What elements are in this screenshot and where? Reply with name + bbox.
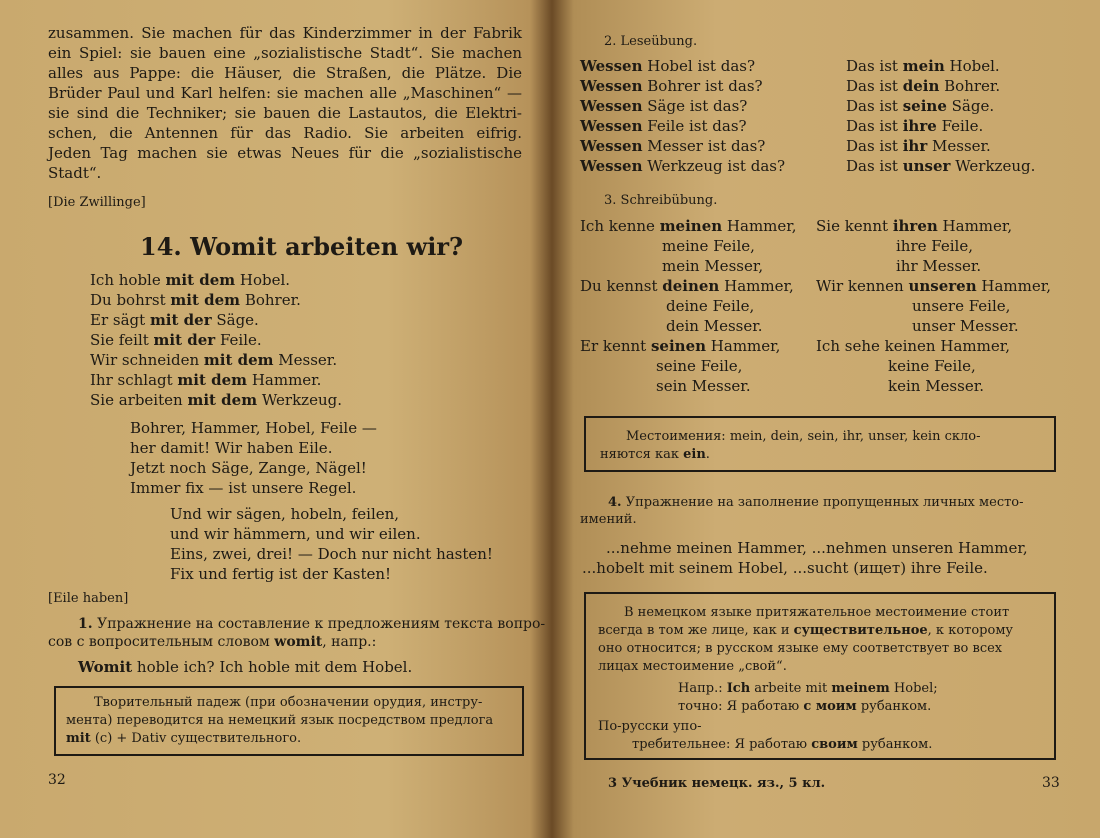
intro-line: ein Spiel: sie bauen eine „sozialistische Stadt“. Sie machen: [48, 44, 522, 62]
sentence: Er sägt mit der Säge.: [90, 311, 259, 329]
source-citation: [Die Zwillinge]: [48, 195, 146, 210]
question: Wessen Bohrer ist das?: [580, 77, 763, 95]
note-line: требительнее: Я работаю своим рубанком.: [632, 737, 933, 752]
intro-line: Brüder Paul und Karl helfen: sie machen alle „Maschinen“ —: [48, 84, 522, 102]
question: Wessen Messer ist das?: [580, 137, 766, 155]
conjugation-line: unsere Feile,: [912, 297, 1011, 315]
example-line: Womit hoble ich? Ich hoble mit dem Hobel.: [78, 658, 413, 676]
lesson-heading: 14. Womit arbeiten wir?: [140, 232, 464, 261]
poem-line: Eins, zwei, drei! — Doch nur nicht hasten!: [170, 545, 493, 563]
intro-line: Stadt“.: [48, 164, 102, 182]
note-line: мента) переводится на немецкий язык посредством предлога: [66, 713, 494, 728]
answer-list: [846, 56, 1035, 176]
conjugation-line: kein Messer.: [888, 377, 984, 395]
conjugation-line: unser Messer.: [912, 317, 1019, 335]
answer: Das ist dein Bohrer.: [846, 77, 1001, 95]
sentence: Du bohrst mit dem Bohrer.: [90, 291, 301, 309]
answer: Das ist ihre Feile.: [846, 117, 984, 135]
conjugation-line: keine Feile,: [888, 357, 976, 375]
question: Wessen Säge ist das?: [580, 97, 748, 115]
conjugation-line: ihre Feile,: [896, 237, 973, 255]
conjugation-line: deine Feile,: [666, 297, 755, 315]
exercise-2-title: 2. Leseübung.: [604, 34, 698, 49]
poem-line: und wir hämmern, und wir eilen.: [170, 525, 421, 543]
sentence: Sie feilt mit der Feile.: [90, 331, 262, 349]
exercise-1: 1. Упражнение на составление к предложениям текста вопро-: [78, 616, 546, 632]
page-number: 33: [1042, 775, 1060, 791]
poem-line: Und wir sägen, hobeln, feilen,: [170, 505, 400, 523]
sentence: Wir schneiden mit dem Messer.: [90, 351, 338, 369]
conjugation-line: Ich sehe keinen Hammer,: [816, 337, 1011, 355]
exercise-1-cont: сов с вопросительным словом womit, напр.:: [48, 634, 377, 650]
conjugation-line: seine Feile,: [656, 357, 743, 375]
note-line: Напр.: Ich arbeite mit meinem Hobel;: [678, 681, 938, 696]
conjugation-line: Wir kennen unseren Hammer,: [816, 277, 1052, 295]
fill-in-line: ...nehme meinen Hammer, ...nehmen unseren Hammer,: [606, 539, 1028, 557]
poem-line: Immer fix — ist unsere Regel.: [130, 479, 357, 497]
intro-line: zusammen. Sie machen für das Kinderzimmer in der Fabrik: [48, 24, 522, 42]
conjugation-line: ihr Messer.: [896, 257, 982, 275]
sentence: Ich hoble mit dem Hobel.: [90, 271, 291, 289]
intro-line: Jeden Tag machen sie etwas Neues für die „sozialistische: [48, 144, 522, 162]
exercise-4-cont: имений.: [580, 512, 637, 527]
conjugation-line: mein Messer,: [662, 257, 764, 275]
answer: Das ist ihr Messer.: [846, 137, 991, 155]
note-line: Творительный падеж (при обозначении орудия, инстру-: [94, 695, 483, 710]
sentence: Ihr schlagt mit dem Hammer.: [90, 371, 322, 389]
note-line: всегда в том же лице, как и существительное, к которому: [598, 623, 1014, 638]
possessive-note-box: [584, 592, 1056, 760]
question: Wessen Werkzeug ist das?: [580, 157, 786, 175]
fill-in-line: ...hobelt mit seinem Hobel, ...sucht (ищет) ihre Feile.: [582, 559, 988, 577]
conjugation-line: Ich kenne meinen Hammer,: [580, 217, 797, 235]
poem-line: Jetzt noch Säge, Zange, Nägel!: [130, 459, 367, 477]
question-list: [580, 56, 785, 176]
page-number: 32: [48, 772, 66, 788]
sentence-list: [90, 270, 342, 410]
note-line: оно относится; в русском языке ему соответствует во всех: [598, 641, 1003, 656]
source-citation: [Eile haben]: [48, 591, 129, 606]
conjugation-line: Du kennst deinen Hammer,: [580, 277, 794, 295]
note-line: лицах местоимение „свой“.: [598, 659, 787, 674]
conjugation-line: sein Messer.: [656, 377, 751, 395]
note-line: Местоимения: mein, dein, sein, ihr, unser, kein скло-: [626, 429, 981, 444]
intro-line: alles aus Pappe: die Häuser, die Straßen, die Plätze. Die: [48, 64, 522, 82]
note-line: По-русски упо-: [598, 719, 702, 734]
intro-line: schen, die Antennen für das Radio. Sie arbeiten eifrig.: [48, 124, 522, 142]
poem-line: her damit! Wir haben Eile.: [130, 439, 333, 457]
exercise-4: 4. Упражнение на заполнение пропущенных личных место-: [608, 495, 1024, 510]
poem-stanza-1: [130, 418, 377, 498]
poem-line: Fix und fertig ist der Kasten!: [170, 565, 392, 583]
poem-stanza-2: [170, 504, 493, 584]
right-page: [552, 0, 1100, 838]
note-line: точно: Я работаю с моим рубанком.: [678, 699, 932, 714]
intro-line: sie sind die Techniker; sie bauen die Lastautos, die Elektri-: [48, 104, 522, 122]
conjugation-line: Sie kennt ihren Hammer,: [816, 217, 1013, 235]
exercise-3-title: 3. Schreibübung.: [604, 193, 718, 208]
sentence: Sie arbeiten mit dem Werkzeug.: [90, 391, 342, 409]
poem-line: Bohrer, Hammer, Hobel, Feile —: [130, 419, 377, 437]
pronoun-note-box: [584, 416, 1056, 472]
conjugation-line: Er kennt seinen Hammer,: [580, 337, 781, 355]
question: Wessen Feile ist das?: [580, 117, 747, 135]
conjugation-line: meine Feile,: [662, 237, 755, 255]
question: Wessen Hobel ist das?: [580, 57, 756, 75]
answer: Das ist mein Hobel.: [846, 57, 1000, 75]
answer: Das ist seine Säge.: [846, 97, 995, 115]
answer: Das ist unser Werkzeug.: [846, 157, 1036, 175]
conjugation-line: dein Messer.: [666, 317, 763, 335]
note-line: mit (с) + Dativ существительного.: [66, 731, 302, 746]
conjugation-column-1: [580, 216, 830, 396]
note-line: няются как ein.: [600, 447, 710, 462]
conjugation-column-2: [816, 216, 1066, 396]
signature-footer: 3 Учебник немецк. яз., 5 кл.: [608, 776, 826, 791]
note-line: В немецком языке притяжательное местоимение стоит: [624, 605, 1010, 620]
grammar-note-box: [54, 686, 524, 756]
